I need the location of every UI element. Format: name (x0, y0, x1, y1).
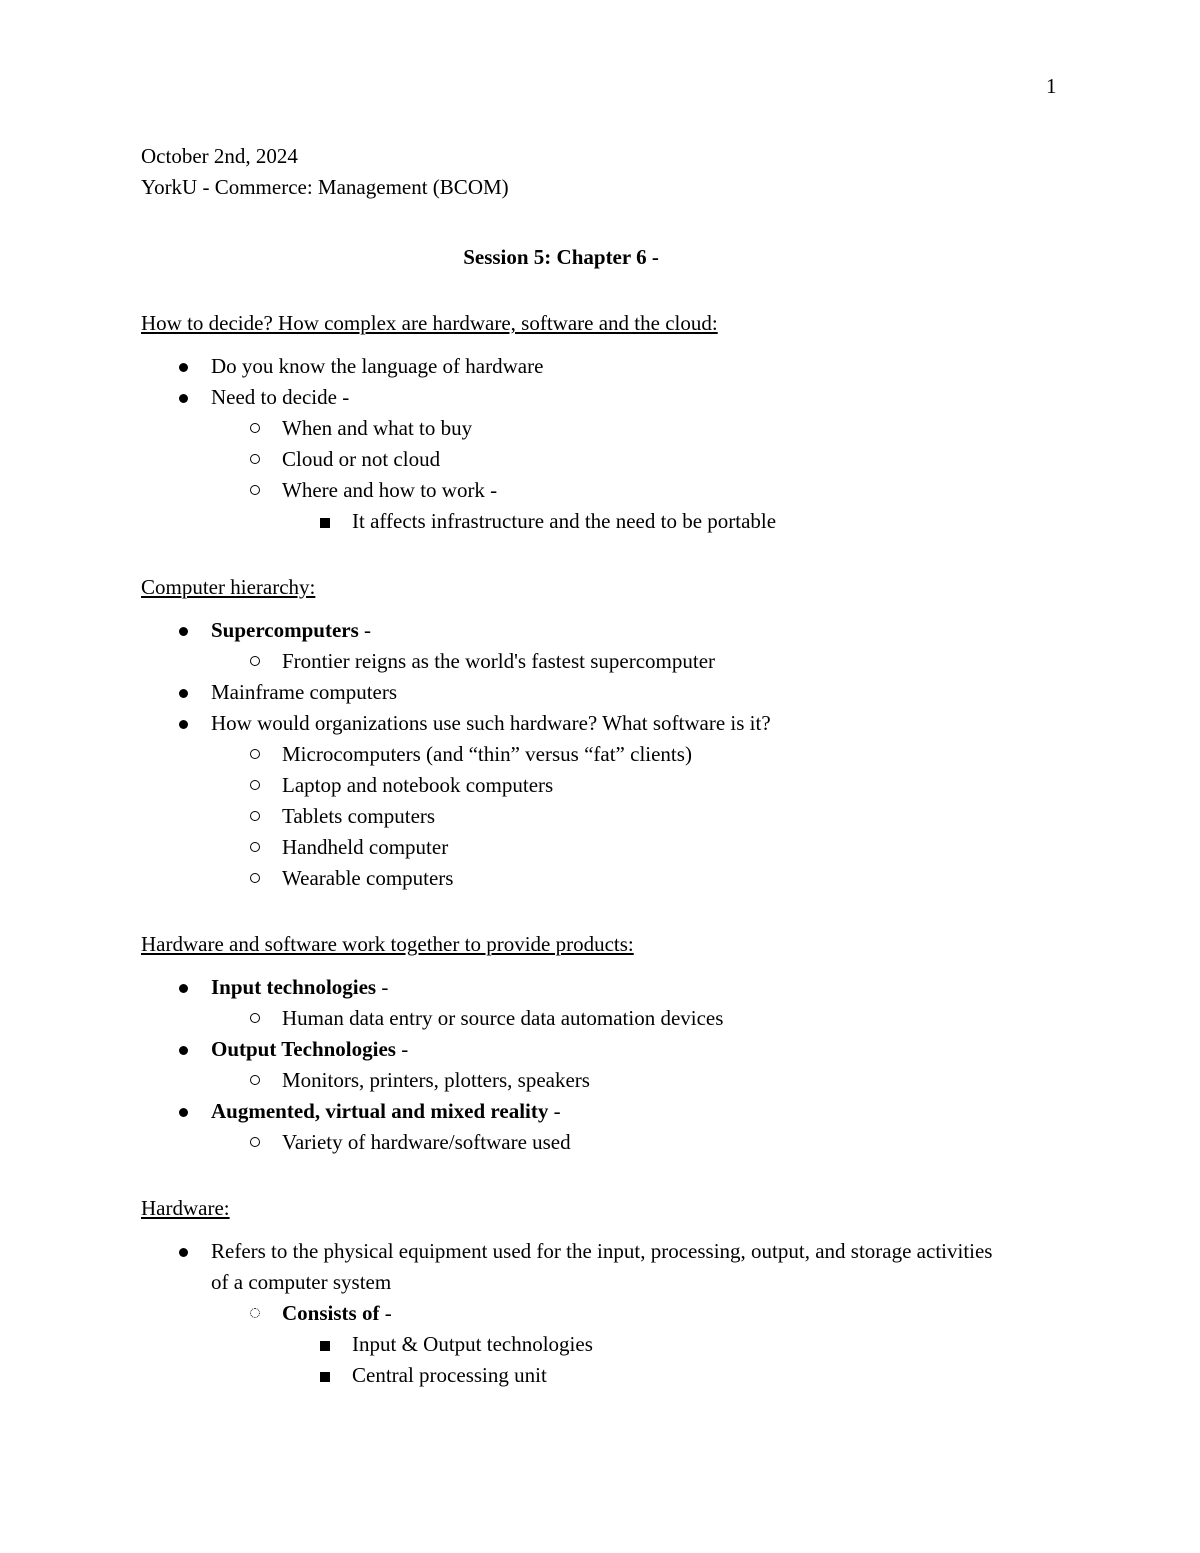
hollow-bullet-icon (250, 656, 260, 666)
filled-bullet-icon (179, 720, 188, 729)
list-item: Laptop and notebook computers (141, 770, 1041, 801)
page-number: 1 (1046, 74, 1057, 98)
document-body (141, 141, 1041, 1391)
list-item: How would organizations use such hardware? What software is it? (141, 708, 1041, 739)
section-heading: Hardware and software work together to provide products: (141, 932, 634, 956)
list-item: Consists of - (141, 1298, 1041, 1329)
section-heading: Computer hierarchy: (141, 575, 316, 599)
list-item: Refers to the physical equipment used for the input, processing, output, and storage activities of a computer system (141, 1236, 1011, 1298)
hollow-bullet-icon (250, 423, 260, 433)
session-title: Session 5: Chapter 6 - (463, 245, 659, 269)
list-item: When and what to buy (141, 413, 1041, 444)
filled-bullet-icon (179, 394, 188, 403)
list-item: Wearable computers (141, 863, 1041, 894)
list-item: Cloud or not cloud (141, 444, 1041, 475)
filled-bullet-icon (179, 1248, 188, 1257)
hollow-bullet-icon (250, 1013, 260, 1023)
list-item: Tablets computers (141, 801, 1041, 832)
filled-bullet-icon (179, 627, 188, 636)
filled-bullet-icon (179, 984, 188, 993)
hollow-bullet-icon (250, 842, 260, 852)
list-item: Human data entry or source data automation devices (141, 1003, 1041, 1034)
hollow-bullet-icon (250, 749, 260, 759)
list-item: Central processing unit (141, 1360, 1041, 1391)
hollow-bullet-icon (250, 454, 260, 464)
list-item: Variety of hardware/software used (141, 1127, 1041, 1158)
list-item: Where and how to work - (141, 475, 1041, 506)
list-item: Monitors, printers, plotters, speakers (141, 1065, 1041, 1096)
list-item: Microcomputers (and “thin” versus “fat” clients) (141, 739, 1041, 770)
hollow-bullet-icon (250, 1137, 260, 1147)
section-heading: Hardware: (141, 1196, 230, 1220)
date-line: October 2nd, 2024 (141, 144, 298, 168)
list-item: Need to decide - (141, 382, 1041, 413)
list-item: Supercomputers - (141, 615, 1041, 646)
list-item: Handheld computer (141, 832, 1041, 863)
program-line: YorkU - Commerce: Management (BCOM) (141, 175, 509, 199)
hollow-bullet-icon (250, 1075, 260, 1085)
filled-bullet-icon (179, 689, 188, 698)
hollow-bullet-icon (250, 873, 260, 883)
list-item: Frontier reigns as the world's fastest supercomputer (141, 646, 1041, 677)
filled-bullet-icon (179, 1108, 188, 1117)
list-item: Mainframe computers (141, 677, 1041, 708)
hollow-bullet-icon (250, 485, 260, 495)
square-bullet-icon (320, 1372, 330, 1382)
list-item: Do you know the language of hardware (141, 351, 1041, 382)
list-item: Augmented, virtual and mixed reality - (141, 1096, 1041, 1127)
list-item: Output Technologies - (141, 1034, 1041, 1065)
hollow-bullet-icon (250, 811, 260, 821)
hollow-bullet-icon (250, 780, 260, 790)
filled-bullet-icon (179, 363, 188, 372)
square-bullet-icon (320, 1341, 330, 1351)
square-bullet-icon (320, 518, 330, 528)
list-item: It affects infrastructure and the need to be portable (141, 506, 1041, 537)
section-heading: How to decide? How complex are hardware, software and the cloud: (141, 311, 718, 335)
list-item: Input technologies - (141, 972, 1041, 1003)
filled-bullet-icon (179, 1046, 188, 1055)
list-item: Input & Output technologies (141, 1329, 1041, 1360)
dotted-bullet-icon (250, 1308, 260, 1318)
